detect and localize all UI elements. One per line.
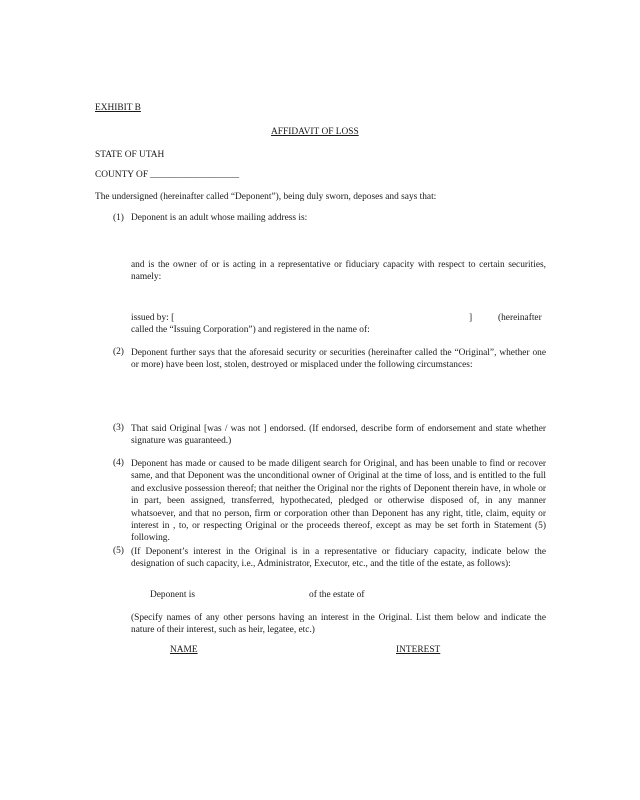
- document-title: AFFIDAVIT OF LOSS: [271, 127, 359, 137]
- item-number-1: (1): [113, 213, 124, 223]
- county-label: COUNTY OF: [95, 170, 149, 180]
- item-text-5: (If Deponent’s interest in the Original is in a representative or fiduciary capacity, indicate below the designation of such capacity, i.e., Administrator, Executor, etc., and the title of the estate, as follows):: [131, 547, 546, 570]
- interest-column-header: INTEREST: [396, 645, 441, 655]
- county-blank[interactable]: ___________________: [150, 170, 240, 180]
- item-text-2: Deponent further says that the aforesaid security or securities (hereinafter called the “Original”, whether one or more) have been lost, stolen, destroyed or misplaced under the following circumstances:: [131, 348, 546, 371]
- exhibit-label: EXHIBIT B: [95, 103, 141, 113]
- other-persons-text: (Specify names of any other persons having an interest in the Original. List them below and indicate the nature of their interest, such as heir, legatee, etc.): [131, 613, 546, 636]
- intro-text: The undersigned (hereinafter called “Deponent”), being duly sworn, deposes and says that:: [95, 192, 437, 202]
- owner-paragraph: and is the owner of or is acting in a representative or fiduciary capacity with respect to certain securities, namely:: [131, 260, 546, 283]
- hereinafter-label: (hereinafter: [498, 313, 542, 323]
- issued-by-label: issued by: [: [131, 313, 175, 323]
- item-text-1: Deponent is an adult whose mailing address is:: [131, 213, 308, 223]
- item-number-5: (5): [113, 546, 124, 556]
- deponent-is-label: Deponent is: [150, 590, 196, 600]
- item-number-3: (3): [113, 423, 124, 433]
- item-number-2: (2): [113, 347, 124, 357]
- item-text-4: Deponent has made or caused to be made diligent search for Original, and has been unable to find or recover same, and that Deponent was the unconditional owner of Original at the time of loss, and is entitled to the full and exclusive possession thereof; that neither the Original nor the rights of Deponent therein have, in whole or in part, been assigned, transferred, hypothecated, pledged or otherwise disposed of, in any manner whatsoever, and that no person, firm or corporation other than Deponent has any right, title, claim, equity or interest in , to, or respecting Original or the proceeds thereof, except as may be set forth in Statement (5) following.: [131, 459, 546, 544]
- name-column-header: NAME: [170, 645, 198, 655]
- item-number-4: (4): [113, 458, 124, 468]
- issuing-corporation-text: called the “Issuing Corporation”) and registered in the name of:: [131, 325, 370, 335]
- item-text-3: That said Original [was / was not ] endorsed. (If endorsed, describe form of endorsement and state whether signature was guaranteed.): [131, 424, 546, 447]
- issued-by-bracket-close: ]: [469, 313, 473, 323]
- of-estate-label: of the estate of: [309, 590, 365, 600]
- state-line: STATE OF UTAH: [95, 150, 165, 160]
